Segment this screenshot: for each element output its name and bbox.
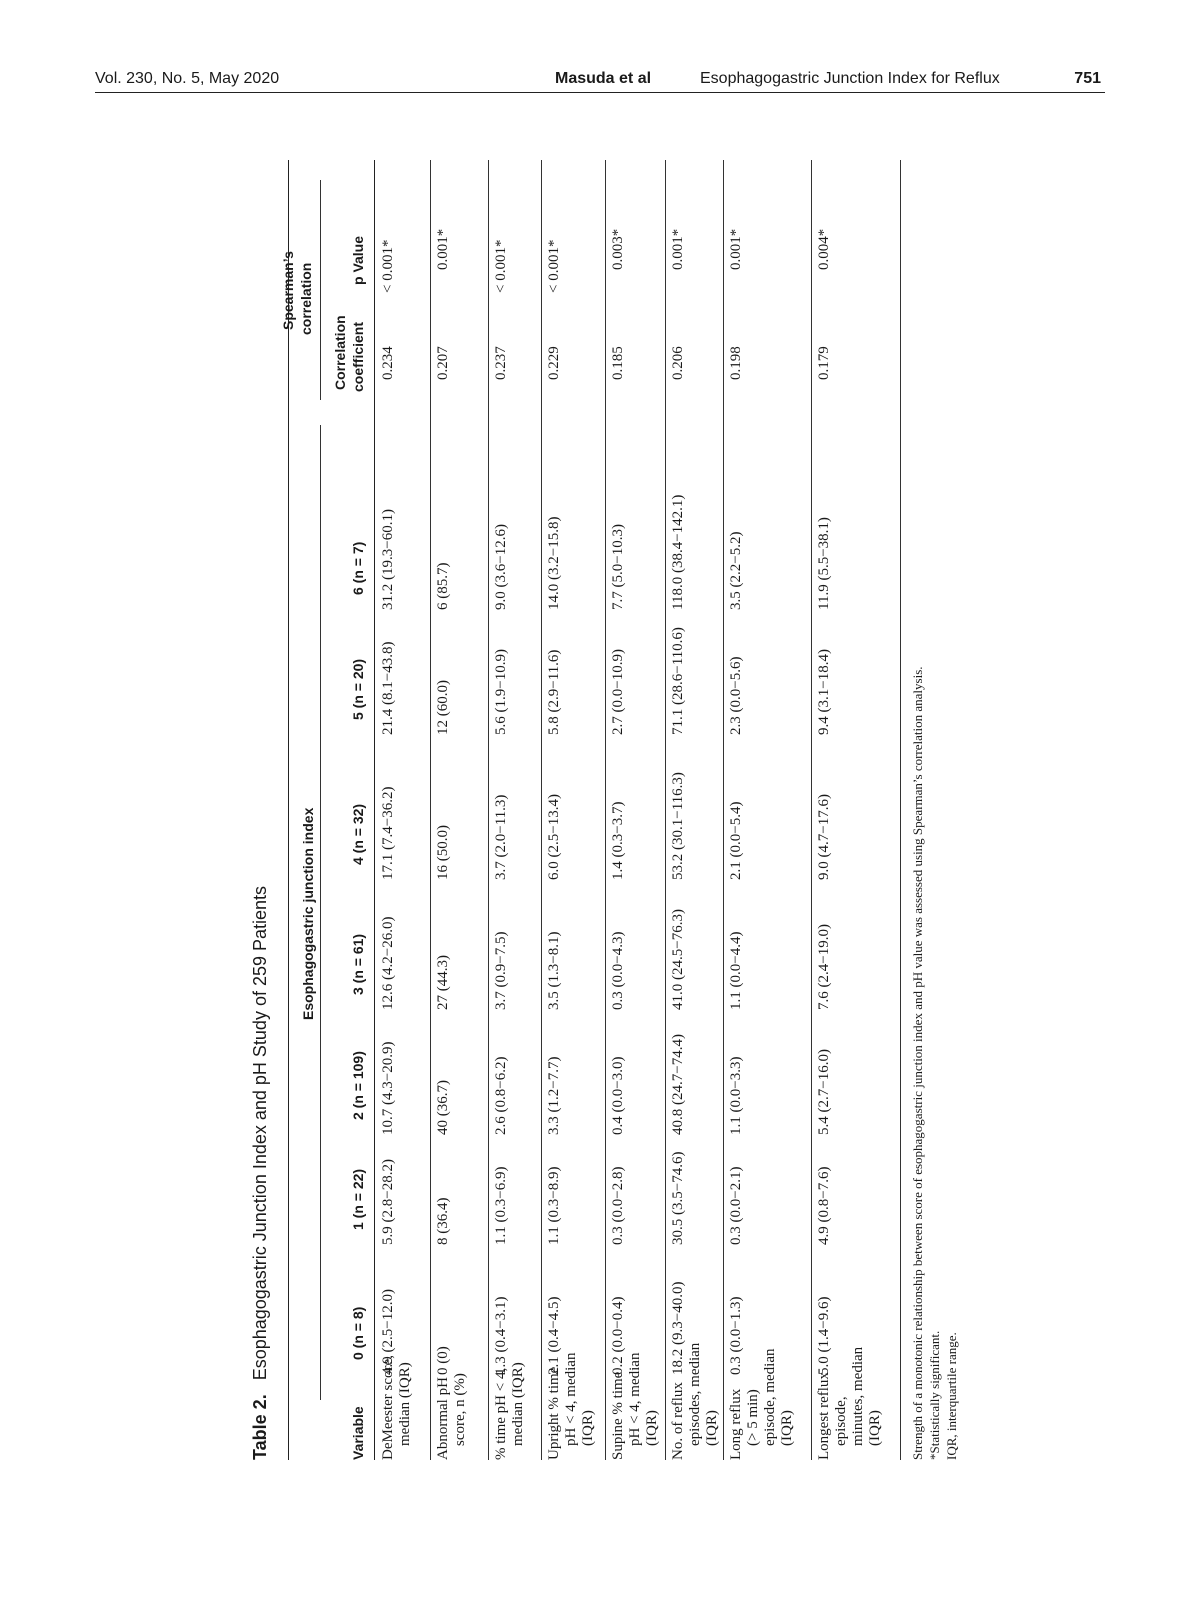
row-6-value-3: 1.1 (0.0−4.4) — [728, 931, 744, 1010]
row-1-p-value: 0.001* — [435, 228, 451, 270]
row-variable-line: median (IQR) — [510, 1362, 526, 1446]
row-7-value-6: 11.9 (5.5−38.1) — [816, 517, 832, 610]
row-1-value-0: 0 (0) — [435, 1346, 451, 1375]
row-1-value-2: 40 (36.7) — [435, 1080, 451, 1135]
row-1-value-5: 12 (60.0) — [435, 680, 451, 735]
row-variable-line: Abnormal pH — [435, 1377, 451, 1460]
top-rule — [288, 160, 289, 1460]
row-0-value-6: 31.2 (19.3−60.1) — [380, 509, 396, 610]
egj-group-rule — [320, 425, 321, 1400]
row-2-value-3: 3.7 (0.9−7.5) — [493, 931, 509, 1010]
row-variable-line: pH < 4, median — [627, 1352, 643, 1446]
row-variable-line: episode, median — [762, 1348, 778, 1446]
row-variable-line: (IQR) — [704, 1410, 720, 1446]
row-divider-5 — [723, 160, 724, 1460]
row-4-p-value: 0.003* — [610, 228, 626, 270]
row-3-value-2: 3.3 (1.2−7.7) — [546, 1056, 562, 1135]
row-6-value-4: 2.1 (0.0−5.4) — [728, 801, 744, 880]
row-1-value-6: 6 (85.7) — [435, 562, 451, 610]
row-variable-line: % time pH < 4, — [493, 1367, 509, 1460]
row-5-value-3: 41.0 (24.5−76.3) — [670, 909, 686, 1010]
row-5-p-value: 0.001* — [670, 228, 686, 270]
row-3-value-4: 6.0 (2.5−13.4) — [546, 794, 562, 880]
row-4-value-0: 0.2 (0.0−0.4) — [610, 1296, 626, 1375]
column-header-egj-0: 0 (n = 8) — [350, 1306, 366, 1360]
row-4-value-6: 7.7 (5.0−10.3) — [610, 524, 626, 610]
row-7-value-5: 9.4 (3.1−18.4) — [816, 649, 832, 735]
table-note-1: *Statistically significant. — [927, 1330, 942, 1460]
row-5-value-0: 18.2 (9.3−40.0) — [670, 1281, 686, 1375]
row-4-correlation: 0.185 — [610, 346, 626, 380]
column-header-egj-6: 6 (n = 7) — [350, 541, 366, 595]
column-header-correlation-line1: Correlation — [332, 315, 348, 390]
row-divider-0 — [430, 160, 431, 1460]
row-divider-3 — [605, 160, 606, 1460]
row-5-value-1: 30.5 (3.5−74.6) — [670, 1151, 686, 1245]
table-caption-text: Esophagogastric Junction Index and pH Study of 259 Patients — [250, 885, 270, 1381]
row-7-value-4: 9.0 (4.7−17.6) — [816, 794, 832, 880]
row-0-correlation: 0.234 — [380, 346, 396, 380]
row-variable-line: score, n (%) — [452, 1373, 468, 1446]
row-0-value-3: 12.6 (4.2−26.0) — [380, 916, 396, 1010]
row-0-value-4: 17.1 (7.4−36.2) — [380, 786, 396, 880]
header-bottom-rule — [374, 160, 375, 1460]
row-variable-line: Supine % time — [610, 1371, 626, 1460]
row-2-correlation: 0.237 — [493, 346, 509, 380]
row-7-p-value: 0.004* — [816, 228, 832, 270]
column-header-p-value: p Value — [350, 235, 366, 285]
row-1-correlation: 0.207 — [435, 346, 451, 380]
row-6-value-0: 0.3 (0.0−1.3) — [728, 1296, 744, 1375]
row-variable-line: minutes, median — [850, 1346, 866, 1446]
spearman-group-header-line1: Spearman’s — [280, 251, 296, 330]
column-header-egj-1: 1 (n = 22) — [350, 1168, 366, 1230]
row-6-value-2: 1.1 (0.0−3.3) — [728, 1056, 744, 1135]
egj-group-header: Esophagogastric junction index — [300, 807, 316, 1020]
table-caption — [250, 886, 271, 1460]
article-short-title: Esophagogastric Junction Index for Reflux — [700, 70, 1000, 87]
author-names: Masuda et al — [555, 70, 652, 87]
row-variable-line: (IQR) — [580, 1410, 596, 1446]
row-variable-line: Long reflux — [728, 1388, 744, 1460]
row-7-value-0: 5.0 (1.4−9.6) — [816, 1296, 832, 1375]
spearman-group-header-line2: correlation — [298, 262, 314, 335]
row-7-correlation: 0.179 — [816, 346, 832, 380]
row-divider-1 — [488, 160, 489, 1460]
row-2-value-0: 1.3 (0.4−3.1) — [493, 1296, 509, 1375]
row-2-value-6: 9.0 (3.6−12.6) — [493, 524, 509, 610]
row-2-value-2: 2.6 (0.8−6.2) — [493, 1056, 509, 1135]
row-2-p-value: < 0.001* — [493, 239, 509, 293]
row-variable-line: Upright % time — [546, 1366, 562, 1460]
row-2-value-4: 3.7 (2.0−11.3) — [493, 794, 509, 880]
row-3-p-value: < 0.001* — [546, 239, 562, 293]
row-6-correlation: 0.198 — [728, 346, 744, 380]
row-2-value-1: 1.1 (0.3−6.9) — [493, 1166, 509, 1245]
row-variable-line: (IQR) — [867, 1410, 883, 1446]
row-3-value-0: 2.1 (0.4−4.5) — [546, 1296, 562, 1375]
row-4-value-1: 0.3 (0.0−2.8) — [610, 1166, 626, 1245]
row-divider-4 — [665, 160, 666, 1460]
table-note-2: IQR, interquartile range. — [944, 1332, 959, 1460]
row-7-value-3: 7.6 (2.4−19.0) — [816, 924, 832, 1010]
row-0-value-2: 10.7 (4.3−20.9) — [380, 1041, 396, 1135]
journal-volume: Vol. 230, No. 5, May 2020 — [95, 70, 280, 87]
row-1-value-3: 27 (44.3) — [435, 955, 451, 1010]
row-1-value-1: 8 (36.4) — [435, 1197, 451, 1245]
row-5-correlation: 0.206 — [670, 346, 686, 380]
row-6-value-5: 2.3 (0.0−5.6) — [728, 656, 744, 735]
row-variable-line: median (IQR) — [397, 1362, 413, 1446]
row-2-value-5: 5.6 (1.9−10.9) — [493, 649, 509, 735]
row-0-value-0: 4.9 (2.5−12.0) — [380, 1289, 396, 1375]
row-4-value-5: 2.7 (0.0−10.9) — [610, 649, 626, 735]
column-header-correlation-line2: coefficient — [350, 321, 366, 392]
row-variable-line: (IQR) — [779, 1410, 795, 1446]
row-6-value-6: 3.5 (2.2−5.2) — [728, 531, 744, 610]
row-7-value-1: 4.9 (0.8−7.6) — [816, 1166, 832, 1245]
row-3-value-6: 14.0 (3.2−15.8) — [546, 516, 562, 610]
row-divider-7 — [900, 160, 901, 1460]
row-0-value-1: 5.9 (2.8−28.2) — [380, 1159, 396, 1245]
row-3-correlation: 0.229 — [546, 346, 562, 380]
row-4-value-4: 1.4 (0.3−3.7) — [610, 801, 626, 880]
row-5-value-5: 71.1 (28.6−110.6) — [670, 627, 686, 735]
row-0-p-value: < 0.001* — [380, 239, 396, 293]
row-6-p-value: 0.001* — [728, 228, 744, 270]
row-1-value-4: 16 (50.0) — [435, 825, 451, 880]
rotated-table — [250, 160, 970, 1460]
row-3-value-3: 3.5 (1.3−8.1) — [546, 931, 562, 1010]
row-6-value-1: 0.3 (0.0−2.1) — [728, 1166, 744, 1245]
column-header-egj-2: 2 (n = 109) — [350, 1051, 366, 1120]
table-label: Table 2. — [250, 1394, 270, 1460]
row-variable-line: episodes, median — [687, 1342, 703, 1446]
row-4-value-2: 0.4 (0.0−3.0) — [610, 1056, 626, 1135]
row-variable-line: (IQR) — [644, 1410, 660, 1446]
row-0-value-5: 21.4 (8.1−43.8) — [380, 641, 396, 735]
row-variable-line: DeMeester score, — [380, 1355, 396, 1460]
row-variable-line: pH < 4, median — [563, 1352, 579, 1446]
row-divider-2 — [541, 160, 542, 1460]
table-note-0: Strength of a monotonic relationship between score of esophagogastric junction index and pH value was assessed using Spearman’s correlation analysis. — [910, 666, 925, 1460]
row-divider-6 — [811, 160, 812, 1460]
column-header-egj-5: 5 (n = 20) — [350, 658, 366, 720]
running-head — [95, 66, 1105, 93]
row-variable-1 — [435, 1295, 469, 1460]
column-header-egj-4: 4 (n = 32) — [350, 803, 366, 865]
column-header-egj-3: 3 (n = 61) — [350, 933, 366, 995]
row-variable-line: Longest reflux — [816, 1372, 832, 1460]
page-number: 751 — [1074, 70, 1101, 87]
row-variable-line: (> 5 min) — [745, 1389, 761, 1446]
row-4-value-3: 0.3 (0.0−4.3) — [610, 931, 626, 1010]
row-5-value-4: 53.2 (30.1−116.3) — [670, 772, 686, 880]
spearman-group-rule — [320, 180, 321, 400]
row-variable-line: No. of reflux — [670, 1382, 686, 1460]
row-5-value-2: 40.8 (24.7−74.4) — [670, 1034, 686, 1135]
column-header-variable: Variable — [350, 1406, 366, 1460]
row-3-value-1: 1.1 (0.3−8.9) — [546, 1166, 562, 1245]
row-variable-line: episode, — [833, 1396, 849, 1446]
row-3-value-5: 5.8 (2.9−11.6) — [546, 649, 562, 735]
row-5-value-6: 118.0 (38.4−142.1) — [670, 494, 686, 610]
row-7-value-2: 5.4 (2.7−16.0) — [816, 1049, 832, 1135]
